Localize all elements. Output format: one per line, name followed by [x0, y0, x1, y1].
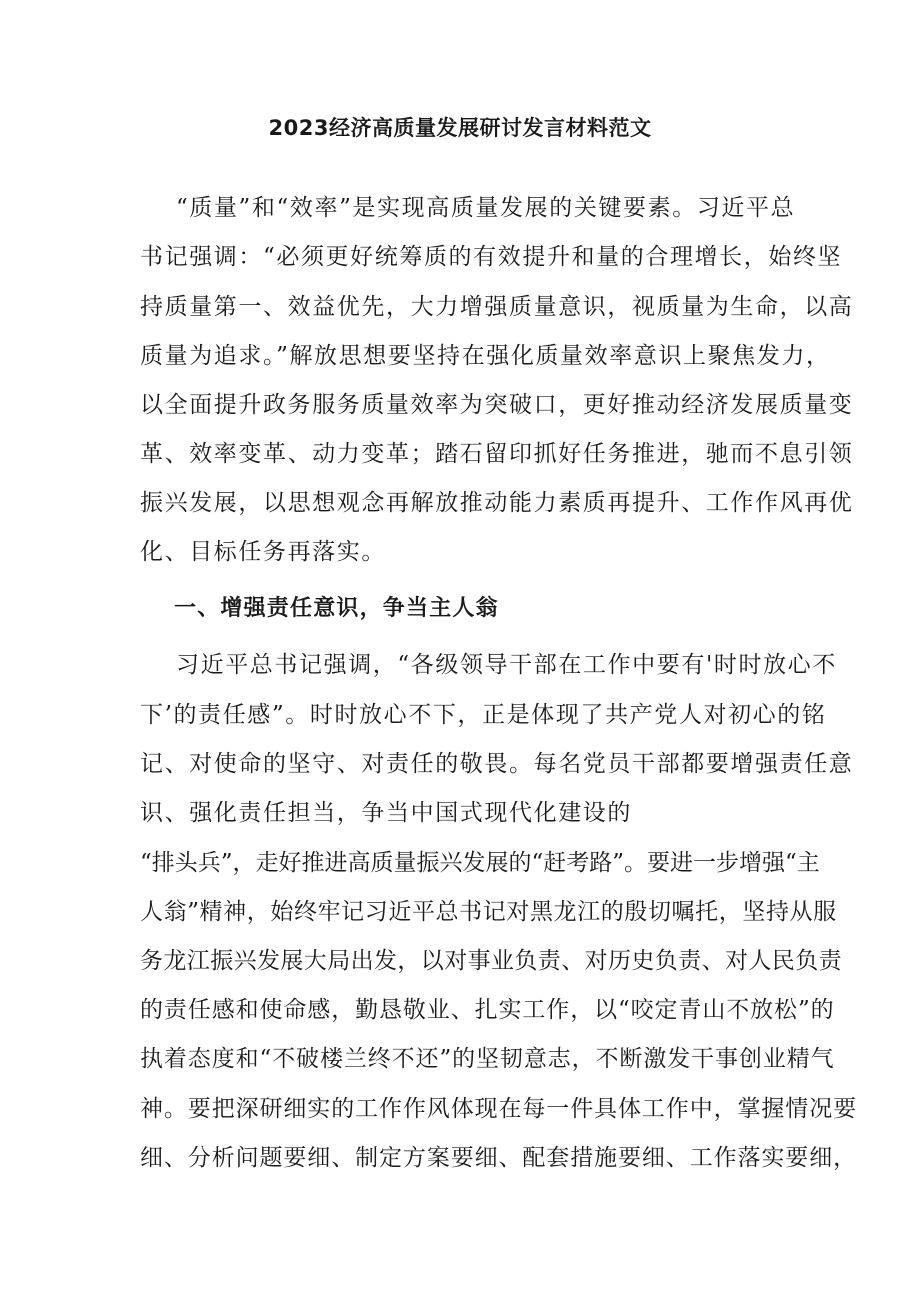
paragraph2-line: “排头兵”，走好推进高质量振兴发展的“赶考路”。要进一步增强“主 [140, 850, 820, 876]
paragraph1-line: 以全面提升政务服务质量效率为突破口，更好推动经济发展质量变 [140, 392, 854, 418]
paragraph1-line: 化、目标任务再落实。 [140, 539, 386, 565]
paragraph2-line: 神。要把深研细实的工作作风体现在每一件具体工作中，掌握情况要 [140, 1096, 857, 1122]
paragraph2-line: 习近平总书记强调，“各级领导干部在工作中要有'时时放心不 [176, 652, 837, 678]
paragraph1-line: 振兴发展，以思想观念再解放推动能力素质再提升、工作作风再优 [140, 490, 854, 516]
paragraph1-line: “质量”和“效率”是实现高质量发展的关键要素。习近平总 [176, 195, 796, 221]
paragraph2-line: 下’的责任感”。时时放心不下，正是体现了共产党人对初心的铭 [140, 702, 827, 728]
document-title: 2023经济高质量发展研讨发言材料范文 [268, 116, 652, 140]
paragraph1-line: 持质量第一、效益优先，大力增强质量意识，视质量为生命，以高 [140, 294, 854, 320]
paragraph2-line: 的责任感和使命感，勤恳敬业、扎实工作，以“咬定青山不放松”的 [140, 997, 835, 1023]
paragraph2-line: 识、强化责任担当，争当中国式现代化建设的 [140, 800, 632, 826]
paragraph2-line: 务龙江振兴发展大局出发，以对事业负责、对历史负责、对人民负责 [140, 948, 842, 974]
paragraph2-line: 执着态度和“不破楼兰终不还”的坚韧意志，不断激发干事创业精气 [140, 1046, 835, 1072]
paragraph2-line: 人翁”精神，始终牢记习近平总书记对黑龙江的殷切嘱托，坚持从服 [140, 899, 837, 925]
paragraph1-line: 书记强调：“必须更好统筹质的有效提升和量的合理增长，始终坚 [140, 244, 843, 270]
section-heading: 一、增强责任意识，争当主人翁 [174, 596, 499, 621]
paragraph1-line: 革、效率变革、动力变革；踏石留印抓好任务推进，驰而不息引领 [140, 441, 854, 467]
paragraph2-line: 记、对使命的坚守、对责任的敬畏。每名党员干部都要增强责任意 [140, 751, 854, 777]
paragraph2-line: 细、分析问题要细、制定方案要细、配套措施要细、工作落实要细， [140, 1145, 857, 1171]
paragraph1-line: 质量为追求。”解放思想要坚持在强化质量效率意识上聚焦发力， [140, 343, 831, 369]
